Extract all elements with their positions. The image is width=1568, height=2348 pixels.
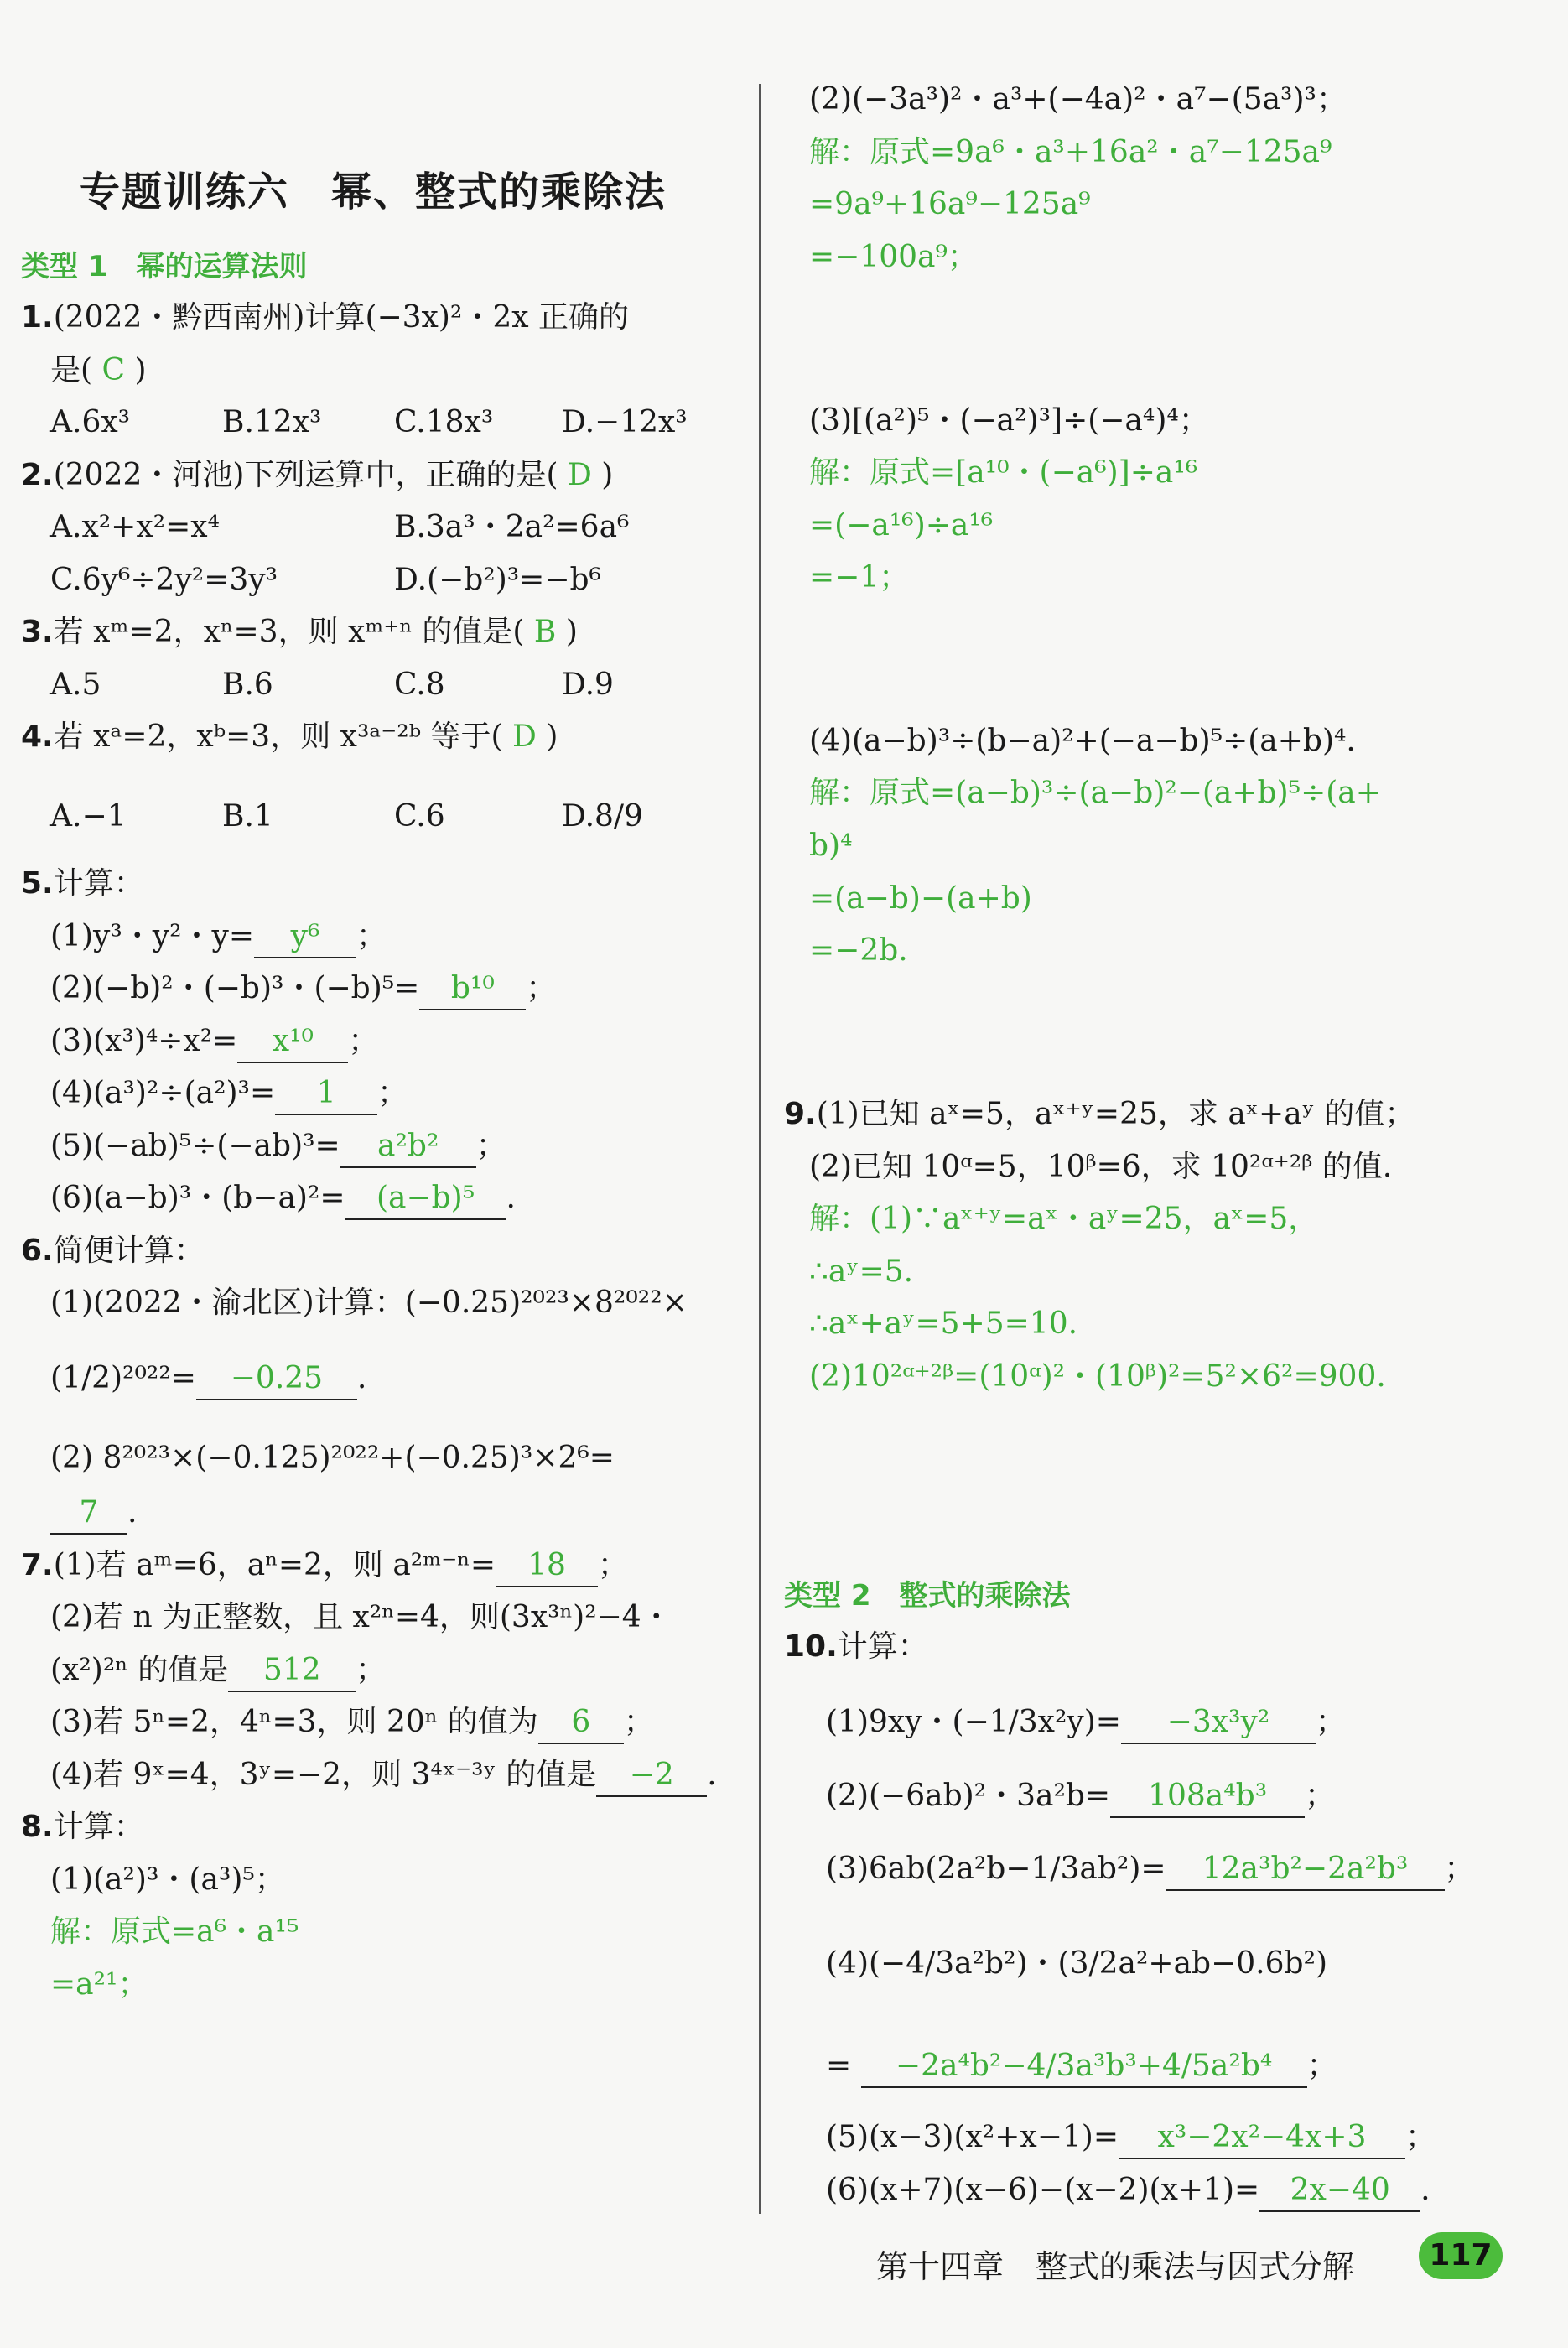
question-text: (2022・黔西南州)计算(−3x)²・2x 正确的 xyxy=(53,300,629,335)
sub-question xyxy=(50,1755,717,1797)
option-a: A.−1 xyxy=(50,799,127,834)
solution-line: ∴aˣ+aʸ=5+5=10. xyxy=(809,1306,1078,1341)
punct: ； xyxy=(377,1076,408,1110)
question-text: 计算： xyxy=(53,1810,144,1844)
solution-line: =(a−b)−(a+b) xyxy=(809,881,1032,916)
question-number: 1. xyxy=(21,300,54,335)
question-number: 4. xyxy=(21,719,54,754)
answer-choice: B xyxy=(533,615,557,649)
question-1 xyxy=(21,298,629,338)
solution-line: =9a⁹+16a⁹−125a⁹ xyxy=(809,187,1091,221)
sub-question-text: (2)(−b)²・(−b)³・(−b)⁵= xyxy=(50,971,420,1005)
question-text: (2022・河池)下列运算中，正确的是( xyxy=(53,458,558,492)
option-c: C.18x³ xyxy=(394,405,494,439)
answer-blank: −0.25 xyxy=(196,1358,357,1400)
question-number: 7. xyxy=(21,1548,54,1582)
column-divider xyxy=(759,84,761,2214)
question-6 xyxy=(21,1231,205,1271)
sub-question: (4)(a−b)³÷(b−a)²+(−a−b)⁵÷(a+b)⁴. xyxy=(809,724,1356,758)
question-number: 10. xyxy=(784,1629,838,1664)
punct: . xyxy=(127,1495,138,1530)
answer-blank: 18 xyxy=(496,1545,598,1587)
question-number: 6. xyxy=(21,1234,54,1268)
sub-question xyxy=(826,1776,1335,1818)
punct: ； xyxy=(623,1705,654,1739)
sub-question-text: (4)(a³)²÷(a²)³= xyxy=(50,1076,276,1110)
sub-question xyxy=(826,2046,1337,2088)
sub-question-text: (6)(x+7)(x−6)−(x−2)(x+1)= xyxy=(826,2173,1260,2207)
answer-choice: D xyxy=(512,719,537,754)
solution-line: (2)10²ᵅ⁺²ᵝ=(10ᵅ)²・(10ᵝ)²=5²×6²=900. xyxy=(809,1359,1386,1394)
answer-blank: x¹⁰ xyxy=(237,1021,348,1063)
question-number: 3. xyxy=(21,615,54,649)
answer-blank: 512 xyxy=(228,1650,356,1692)
sub-question-text: (4)(−4/3a²b²)・(3/2a²+ab−0.6b²) xyxy=(826,1946,1328,1981)
question-number: 9. xyxy=(784,1097,817,1131)
chapter-footer: 第十四章 整式的乘法与因式分解 xyxy=(876,2248,1355,2285)
question-10 xyxy=(784,1627,928,1667)
answer-blank: 2x−40 xyxy=(1259,2170,1420,2212)
sub-question xyxy=(826,2170,1430,2212)
sub-question-text: (x²)²ⁿ 的值是 xyxy=(50,1653,229,1687)
punct: ； xyxy=(1306,2049,1337,2083)
option-d: D.8/9 xyxy=(562,799,643,834)
sub-question xyxy=(50,1702,654,1744)
question-text: 计算： xyxy=(53,866,144,901)
sub-question xyxy=(50,1358,366,1400)
sub-question xyxy=(50,1650,386,1692)
question-text: 是( xyxy=(50,353,93,387)
answer-blank: −2 xyxy=(596,1755,707,1797)
question-3 xyxy=(21,612,578,652)
page-title: 专题训练六 幂、整式的乘除法 xyxy=(80,169,667,216)
answer-blank: 108a⁴b³ xyxy=(1110,1776,1305,1818)
question-text: 若 xᵃ=2，xᵇ=3，则 x³ᵃ⁻²ᵇ 等于( xyxy=(53,719,503,754)
solution-line: 解：(1)∵aˣ⁺ʸ=aˣ・aʸ=25，aˣ=5， xyxy=(809,1202,1319,1236)
sub-question-text: (5)(−ab)⁵÷(−ab)³= xyxy=(50,1129,340,1163)
question-1-line2 xyxy=(50,351,147,391)
option-b: B.1 xyxy=(222,799,273,834)
solution-line: 解：原式=a⁶・a¹⁵ xyxy=(50,1914,299,1949)
section-heading-type1: 类型 1 幂的运算法则 xyxy=(21,250,308,283)
question-8 xyxy=(21,1807,144,1847)
sub-question-text: (3)6ab(2a²b−1/3ab²)= xyxy=(826,1852,1166,1886)
solution-line: =−100a⁹； xyxy=(809,240,978,274)
question-number: 2. xyxy=(21,458,54,492)
sub-question: (3)[(a²)⁵・(−a²)³]÷(−a⁴)⁴； xyxy=(809,403,1209,438)
sub-question xyxy=(50,917,387,958)
solution-line: =−1； xyxy=(809,560,910,595)
question-number: 8. xyxy=(21,1810,54,1844)
answer-blank: (a−b)⁵ xyxy=(345,1178,506,1220)
sub-question-text: (3)若 5ⁿ=2，4ⁿ=3，则 20ⁿ 的值为 xyxy=(50,1705,538,1739)
option-c: C.6 xyxy=(394,799,445,834)
option-b: B.3a³・2a²=6a⁶ xyxy=(394,510,630,544)
solution-line: =a²¹； xyxy=(50,1967,148,2002)
option-b: B.12x³ xyxy=(222,405,322,439)
answer-blank: y⁶ xyxy=(254,917,356,958)
solution-line: 解：原式=(a−b)³÷(a−b)²−(a+b)⁵÷(a+ xyxy=(809,776,1381,810)
punct: . xyxy=(506,1181,516,1215)
paren: ) xyxy=(134,353,147,387)
sub-question: (2)若 n 为正整数，且 x²ⁿ=4，则(3x³ⁿ)²−4・ xyxy=(50,1600,672,1634)
punct: ； xyxy=(1305,1779,1336,1813)
answer-blank: 7 xyxy=(50,1493,127,1535)
question-text: 简便计算： xyxy=(53,1234,205,1268)
option-a: A.6x³ xyxy=(50,405,131,439)
sub-question: (2) 8²⁰²³×(−0.125)²⁰²²+(−0.25)³×2⁶= xyxy=(50,1441,615,1475)
answer-blank: 12a³b²−2a²b³ xyxy=(1166,1849,1445,1891)
punct: . xyxy=(356,1361,367,1395)
question-text: 若 xᵐ=2，xⁿ=3，则 xᵐ⁺ⁿ 的值是( xyxy=(53,615,525,649)
punct: . xyxy=(707,1758,717,1792)
solution-line: =−2b. xyxy=(809,933,908,968)
answer-choice: C xyxy=(101,353,126,387)
paren: ) xyxy=(565,615,578,649)
option-b: B.6 xyxy=(222,668,273,702)
sub-question xyxy=(50,1178,516,1220)
punct: ； xyxy=(356,919,387,953)
punct: ； xyxy=(1315,1705,1346,1739)
sub-question-text: (1)已知 aˣ=5，aˣ⁺ʸ=25，求 aˣ+aʸ 的值； xyxy=(816,1097,1415,1131)
sub-question: (1)(a²)³・(a³)⁵； xyxy=(50,1862,285,1897)
punct: ； xyxy=(1404,2120,1436,2154)
answer-choice: D xyxy=(567,458,592,492)
sub-question-text: (1/2)²⁰²²= xyxy=(50,1361,196,1395)
sub-question xyxy=(826,1849,1475,1891)
option-a: A.5 xyxy=(50,668,101,702)
sub-question xyxy=(826,1944,1327,1984)
sub-question: (2)已知 10ᵅ=5，10ᵝ=6，求 10²ᵅ⁺²ᵝ 的值. xyxy=(809,1150,1393,1184)
answer-blank: 1 xyxy=(275,1073,377,1115)
sub-question xyxy=(826,2117,1436,2159)
solution-line: 解：原式=[a¹⁰・(−a⁶)]÷a¹⁶ xyxy=(809,455,1198,490)
sub-question-text: (4)若 9ˣ=4，3ʸ=−2，则 3⁴ˣ⁻³ʸ 的值是 xyxy=(50,1758,597,1792)
sub-question-text: (1)若 aᵐ=6，aⁿ=2，则 a²ᵐ⁻ⁿ= xyxy=(53,1548,496,1582)
option-d: D.9 xyxy=(562,668,614,702)
section-heading-type2: 类型 2 整式的乘除法 xyxy=(784,1579,1071,1613)
question-5 xyxy=(21,864,144,904)
sub-question xyxy=(826,1702,1346,1744)
option-d: D.−12x³ xyxy=(562,405,688,439)
punct: ； xyxy=(526,971,557,1005)
page-number-badge: 117 xyxy=(1419,2232,1503,2279)
sub-question-text: = xyxy=(826,2049,852,2083)
solution-line: b)⁴ xyxy=(809,829,853,863)
option-d: D.(−b²)³=−b⁶ xyxy=(394,563,601,597)
sub-question xyxy=(50,1073,408,1115)
sub-question-text: (1)y³・y²・y= xyxy=(50,919,255,953)
sub-question: (2)(−3a³)²・a³+(−4a)²・a⁷−(5a³)³； xyxy=(809,82,1347,117)
sub-question xyxy=(50,1021,378,1063)
sub-question-text: (2)(−6ab)²・3a²b= xyxy=(826,1779,1111,1813)
option-c: C.8 xyxy=(394,668,445,702)
punct: ； xyxy=(475,1129,506,1163)
answer-blank: −3x³y² xyxy=(1121,1702,1316,1744)
sub-question: (1)(2022・渝北区)计算：(−0.25)²⁰²³×8²⁰²²× xyxy=(50,1286,688,1320)
punct: ； xyxy=(1444,1852,1475,1886)
question-4 xyxy=(21,717,558,757)
solution-line: =(−a¹⁶)÷a¹⁶ xyxy=(809,508,994,543)
question-number: 5. xyxy=(21,866,54,901)
paren: ) xyxy=(546,719,558,754)
punct: ； xyxy=(356,1653,387,1687)
answer-blank: b¹⁰ xyxy=(419,969,526,1010)
sub-question-text: (6)(a−b)³・(b−a)²= xyxy=(50,1181,345,1215)
solution-line: 解：原式=9a⁶・a³+16a²・a⁷−125a⁹ xyxy=(809,135,1332,169)
punct: ； xyxy=(348,1024,379,1058)
sub-question-text: (3)(x³)⁴÷x²= xyxy=(50,1024,238,1058)
question-text: 计算： xyxy=(837,1629,928,1664)
question-7 xyxy=(21,1545,628,1587)
sub-question-text: (1)9xy・(−1/3x²y)= xyxy=(826,1705,1121,1739)
question-9 xyxy=(784,1094,1415,1135)
sub-question-text: (5)(x−3)(x²+x−1)= xyxy=(826,2120,1119,2154)
answer-blank: 6 xyxy=(538,1702,624,1744)
question-2 xyxy=(21,455,613,496)
option-a: A.x²+x²=x⁴ xyxy=(50,510,220,544)
punct: . xyxy=(1420,2173,1430,2207)
answer-blank: a²b² xyxy=(340,1126,476,1168)
option-c: C.6y⁶÷2y²=3y³ xyxy=(50,563,278,597)
paren: ) xyxy=(601,458,614,492)
answer-blank: x³−2x²−4x+3 xyxy=(1119,2117,1405,2159)
sub-question xyxy=(50,1126,506,1168)
punct: ； xyxy=(598,1548,629,1582)
sub-question xyxy=(50,969,556,1010)
solution-line: ∴aʸ=5. xyxy=(809,1255,914,1289)
answer-blank: −2a⁴b²−4/3a³b³+4/5a²b⁴ xyxy=(861,2046,1307,2088)
sub-question xyxy=(50,1493,137,1535)
